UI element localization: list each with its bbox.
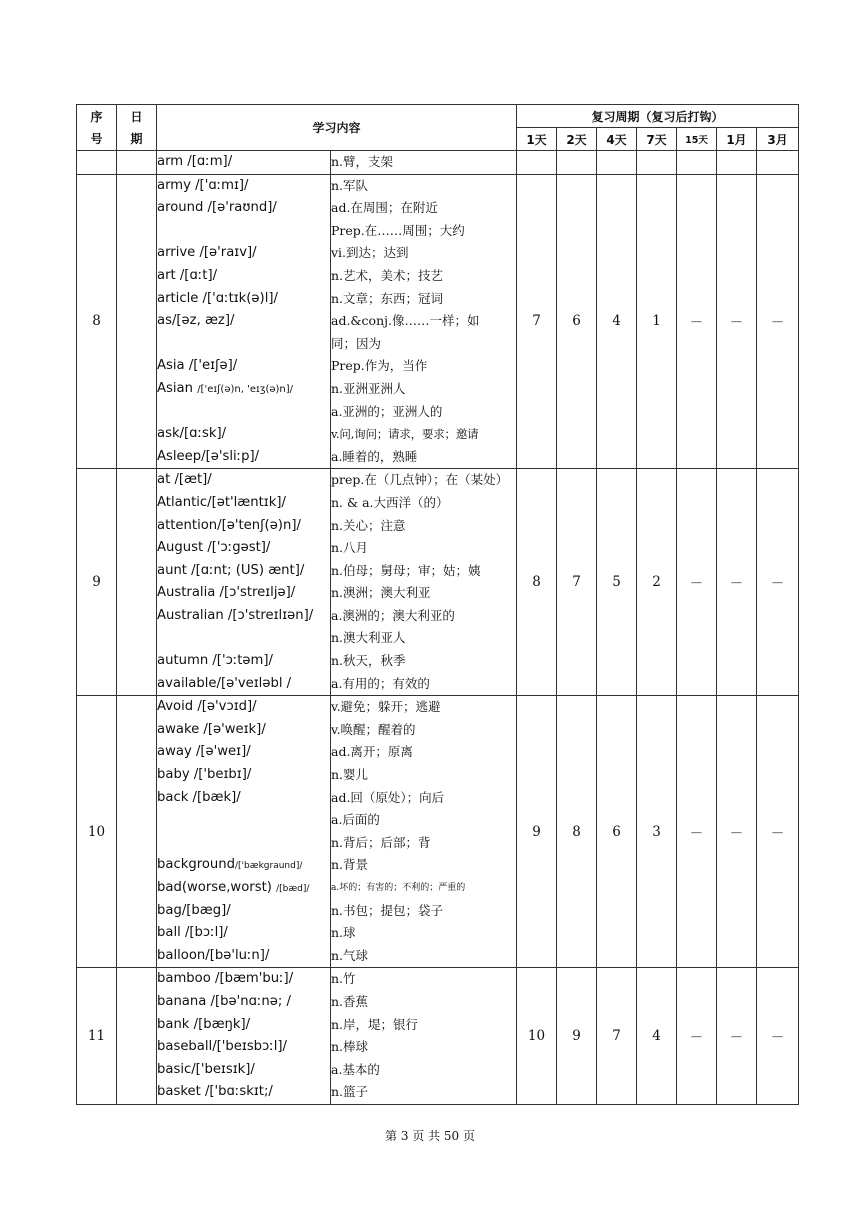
header-row-1 <box>77 105 799 128</box>
meaning-entry: n. & a.大西洋（的） <box>331 494 449 510</box>
review-mark: 1 <box>637 174 677 469</box>
word-entry: Australia /[ɔ'streɪljə]/ <box>157 585 296 601</box>
review-mark: － <box>677 968 717 1105</box>
word-entry: Australian /[ɔ'streɪlɪən]/ <box>157 607 314 623</box>
review-mark: － <box>677 469 717 696</box>
table-row <box>77 469 799 696</box>
word-entry: at /[æt]/ <box>157 472 212 488</box>
review-mark: 6 <box>597 696 637 968</box>
meaning-entry: a.坏的；有害的；不利的；严重的 <box>331 883 466 893</box>
vocabulary-body <box>77 151 799 1105</box>
word-cell: arm /[ɑːm]/ <box>157 151 331 175</box>
word-entry: autumn /['ɔːtəm]/ <box>157 653 273 669</box>
word-entry: bad(worse,worst) <box>157 880 277 895</box>
word-entry: Asian <box>157 380 198 396</box>
meaning-entry: n.书包；提包；袋子 <box>331 902 444 918</box>
meaning-entry: 同；因为 <box>331 335 382 351</box>
date-header: 日 期 <box>117 105 157 151</box>
review-mark: － <box>717 968 757 1105</box>
meaning-entry: n.气球 <box>331 947 369 963</box>
date-cell <box>117 696 157 968</box>
meaning-entry: n.艺术，美术；技艺 <box>331 267 444 283</box>
table-row <box>77 174 799 469</box>
page-footer: 第 3 页 共 50 页 <box>385 1129 475 1143</box>
review-mark: 8 <box>517 469 557 696</box>
meaning-entry: n.澳洲；澳大利亚 <box>331 585 431 601</box>
meaning-entry: n.婴儿 <box>331 767 369 783</box>
word-entry: army /['ɑːmɪ]/ <box>157 177 249 193</box>
word-entry: bag/[bæg]/ <box>157 902 231 918</box>
meaning-entry: a.澳洲的；澳大利亚的 <box>331 607 455 623</box>
cycle-header: 7天 <box>637 128 677 151</box>
word-cell <box>157 469 331 696</box>
meaning-entry: n.岸，堤；银行 <box>331 1016 419 1032</box>
word-entry: August /['ɔːgəst]/ <box>157 540 271 556</box>
word-entry: baseball/['beɪsbɔːl]/ <box>157 1039 287 1055</box>
word-entry: art /[ɑːt]/ <box>157 267 218 283</box>
word-entry: attention/[ə'tenʃ(ə)n]/ <box>157 517 301 533</box>
phonetic-text: /['eɪʃ(ə)n, 'eɪʒ(ə)n]/ <box>197 383 294 395</box>
cycle-header: 15天 <box>677 128 717 151</box>
word-cell <box>157 696 331 968</box>
word-entry: as/[əz, æz]/ <box>157 313 235 329</box>
meaning-entry: Prep.作为，当作 <box>331 358 428 374</box>
review-mark: 6 <box>557 174 597 469</box>
review-mark: 9 <box>517 696 557 968</box>
word-entry: back /[bæk]/ <box>157 789 241 805</box>
review-mark: 10 <box>517 968 557 1105</box>
meaning-entry: n.军队 <box>331 177 369 193</box>
meaning-entry: a.亚洲的；亚洲人的 <box>331 403 443 419</box>
meaning-entry: v.唤醒；醒着的 <box>331 721 416 737</box>
meaning-entry: n.背景 <box>331 857 369 873</box>
review-mark: － <box>757 174 799 469</box>
row-number: 9 <box>77 469 117 696</box>
meaning-entry: n.关心；注意 <box>331 517 406 533</box>
meaning-entry: ad.在周围；在附近 <box>331 200 438 216</box>
word-cell <box>157 174 331 469</box>
word-entry: basic/['beɪsɪk]/ <box>157 1061 255 1077</box>
word-cell <box>157 968 331 1105</box>
review-mark: － <box>677 696 717 968</box>
meaning-entry: n.棒球 <box>331 1039 369 1055</box>
word-entry: Avoid /[ə'vɔɪd]/ <box>157 699 257 715</box>
word-entry: balloon/[bə'luːn]/ <box>157 947 270 963</box>
review-mark: － <box>757 968 799 1105</box>
cycle-header: 1天 <box>517 128 557 151</box>
review-cycle-header: 复习周期（复习后打钩） <box>517 105 799 128</box>
meaning-entry: n.球 <box>331 925 356 941</box>
review-mark: 2 <box>637 469 677 696</box>
word-entry: awake /[ə'weɪk]/ <box>157 721 266 737</box>
seq-header: 序 号 <box>77 105 117 151</box>
word-entry: article /['ɑːtɪk(ə)l]/ <box>157 290 278 306</box>
table-row <box>77 151 799 175</box>
meaning-cell <box>331 968 517 1105</box>
meaning-entry: n.八月 <box>331 540 369 556</box>
row-number: 8 <box>77 174 117 469</box>
review-mark: 7 <box>597 968 637 1105</box>
meaning-entry: n.香蕉 <box>331 993 369 1009</box>
meaning-entry: n.篮子 <box>331 1084 369 1100</box>
review-mark: 8 <box>557 696 597 968</box>
meaning-entry: a.有用的；有效的 <box>331 675 430 691</box>
vocabulary-table <box>76 104 799 1105</box>
date-cell <box>117 174 157 469</box>
word-entry: background <box>157 857 235 873</box>
meaning-entry: ad.&conj.像……一样；如 <box>331 313 480 329</box>
table-row <box>77 968 799 1105</box>
meaning-entry: a.后面的 <box>331 812 380 828</box>
review-mark: 7 <box>517 174 557 469</box>
word-entry: Atlantic/[ət'læntɪk]/ <box>157 494 286 510</box>
review-mark: 3 <box>637 696 677 968</box>
meaning-entry: n.竹 <box>331 971 356 987</box>
phonetic-text: /['bækgraund]/ <box>235 861 303 872</box>
word-entry: aunt /[ɑːnt; (US) ænt]/ <box>157 562 305 578</box>
meaning-entry: vi.到达；达到 <box>331 245 409 261</box>
meaning-entry: n.亚洲亚洲人 <box>331 380 406 396</box>
meaning-entry: ad.回（原处）；向后 <box>331 789 445 805</box>
row-number: 10 <box>77 696 117 968</box>
meaning-cell <box>331 174 517 469</box>
date-cell <box>117 968 157 1105</box>
review-mark: 4 <box>637 968 677 1105</box>
cycle-header: 1月 <box>717 128 757 151</box>
meaning-entry: ad.离开；原离 <box>331 744 413 760</box>
cycle-header: 3月 <box>757 128 799 151</box>
word-entry: baby /['beɪbɪ]/ <box>157 767 252 783</box>
meaning-entry: n.背后；后部；背 <box>331 834 431 850</box>
row-number: 11 <box>77 968 117 1105</box>
meaning-entry: a.睡着的，熟睡 <box>331 448 418 464</box>
review-mark: － <box>717 469 757 696</box>
word-entry: away /[ə'weɪ]/ <box>157 744 251 760</box>
meaning-entry: v.避免；躲开；逃避 <box>331 699 441 715</box>
review-mark: － <box>757 696 799 968</box>
meaning-cell <box>331 469 517 696</box>
date-cell <box>117 469 157 696</box>
word-entry: basket /['bɑːskɪt;/ <box>157 1084 273 1100</box>
word-entry: Asleep/[ə'sliːp]/ <box>157 448 260 464</box>
word-entry: bamboo /[bæm'buː]/ <box>157 971 294 987</box>
meaning-entry: a.基本的 <box>331 1061 380 1077</box>
phonetic-text: /[bæd]/ <box>276 884 310 894</box>
word-entry: banana /[bə'nɑːnə; / <box>157 993 291 1009</box>
meaning-entry: prep.在（几点钟）；在（某处） <box>331 472 509 488</box>
meaning-entry: n.澳大利亚人 <box>331 630 406 646</box>
word-entry: around /[ə'raʊnd]/ <box>157 200 277 216</box>
review-mark: 7 <box>557 469 597 696</box>
meaning-cell: n.臂，支架 <box>331 151 517 175</box>
review-mark: 4 <box>597 174 637 469</box>
meaning-entry: v.问,询问；请求，要求；邀请 <box>331 427 479 442</box>
meaning-entry: Prep.在……周围；大约 <box>331 222 465 238</box>
review-mark: － <box>757 469 799 696</box>
review-mark: － <box>717 696 757 968</box>
word-entry: ask/[ɑːsk]/ <box>157 426 227 442</box>
meaning-entry: n.伯母；舅母；审；姑；姨 <box>331 562 481 578</box>
review-mark: － <box>677 174 717 469</box>
table-row <box>77 696 799 968</box>
cycle-header: 2天 <box>557 128 597 151</box>
meaning-entry: n.秋天，秋季 <box>331 653 406 669</box>
review-mark: 9 <box>557 968 597 1105</box>
word-entry: Asia /['eɪʃə]/ <box>157 358 238 374</box>
review-mark: － <box>717 174 757 469</box>
meaning-entry: n.文章；东西；冠词 <box>331 290 444 306</box>
word-entry: arrive /[ə'raɪv]/ <box>157 245 257 261</box>
word-entry: bank /[bæŋk]/ <box>157 1016 251 1032</box>
review-mark: 5 <box>597 469 637 696</box>
word-entry: available/[ə'veɪləbl / <box>157 675 292 691</box>
word-entry: ball /[bɔːl]/ <box>157 925 228 941</box>
content-header: 学习内容 <box>157 105 517 151</box>
meaning-cell <box>331 696 517 968</box>
cycle-header: 4天 <box>597 128 637 151</box>
